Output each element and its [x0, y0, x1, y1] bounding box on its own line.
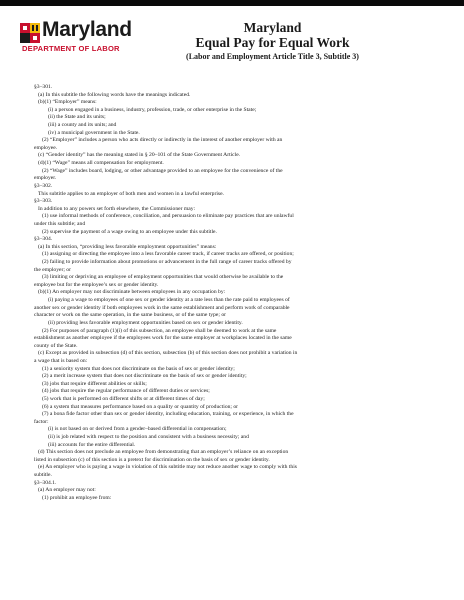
- logo-wordmark: Maryland: [42, 18, 132, 41]
- text-line: This subtitle applies to an employer of both men and women in a lawful enterprise.: [38, 190, 224, 197]
- text-line: (a) In this subtitle the following words have the meanings indicated.: [38, 91, 191, 98]
- text-line: the employer; or: [34, 266, 71, 273]
- text-line: (2) “Wage” includes board, lodging, or other advantage provided to an employee for the convenience of the: [42, 167, 283, 174]
- text-line: (i) a person engaged in a business, industry, profession, trade, or other enterprise in the State;: [48, 106, 257, 113]
- text-line: (1) use informal methods of conference, conciliation, and persuasion to eliminate pay practices that are unlawful: [42, 213, 294, 220]
- document-heading: [150, 20, 395, 63]
- text-line: factor:: [34, 418, 49, 425]
- text-line: (c) “Gender identity” has the meaning stated in § 20–101 of the State Government Article.: [38, 152, 241, 159]
- text-line: (a) In this section, “providing less favorable employment opportunities” means:: [38, 243, 217, 250]
- text-line: (6) a system that measures performance based on a quality or quantity of production; or: [42, 403, 239, 410]
- maryland-flag-icon: [20, 22, 42, 44]
- text-line: (4) jobs that require the regular performance of different duties or services;: [42, 388, 210, 395]
- maryland-department-of-labor-logo: [20, 18, 160, 54]
- text-line: (d) This section does not preclude an employee from demonstrating that an employer’s reliance on an exception: [38, 449, 289, 456]
- text-line: §3–304.1.: [34, 479, 57, 486]
- text-line: another sex or gender identity if both employees work in the same establishment and perform work of comparable: [34, 304, 290, 311]
- text-line: subtitle.: [34, 472, 52, 479]
- text-line: (2) failing to provide information about promotions or advancement in the full range of career tracks offered by: [42, 259, 292, 266]
- text-line: (5) work that is performed on different shifts or at different times of day;: [42, 395, 205, 402]
- text-line: (a) An employer may not:: [38, 487, 96, 494]
- text-line: character or work on the same operation, in the same business, or of the same type; or: [34, 312, 226, 319]
- text-line: (b)(1) An employer may not discriminate between employees in any occupation by:: [38, 289, 226, 296]
- text-line: (2) supervise the payment of a wage owing to an employee under this subtitle.: [42, 228, 217, 235]
- text-line: (i) is not based on or derived from a gender–based differential in compensation;: [48, 426, 227, 433]
- heading-state: Maryland: [243, 20, 302, 35]
- text-line: (iii) accounts for the entire differential.: [48, 441, 136, 448]
- text-line: (ii) providing less favorable employment opportunities based on sex or gender identity.: [48, 319, 243, 326]
- text-line: employee.: [34, 144, 58, 151]
- text-line: In addition to any powers set forth elsewhere, the Commissioner may:: [38, 205, 196, 212]
- text-line: (7) a bona fide factor other than sex or gender identity, including education, training, or experience, in which the: [42, 411, 294, 418]
- text-line: §3–303.: [34, 198, 53, 205]
- text-line: employer.: [34, 175, 57, 182]
- text-line: (3) limiting or depriving an employee of employment opportunities that would otherwise be available to the: [42, 274, 284, 281]
- text-line: (1) a seniority system that does not discriminate on the basis of sex or gender identity;: [42, 365, 235, 372]
- text-line: (1) prohibit an employee from:: [42, 494, 112, 501]
- text-line: (b)(1) “Employer” means:: [38, 99, 97, 106]
- text-line: §3–304.: [34, 236, 53, 243]
- text-line: (1) assigning or directing the employee into a less favorable career track, if career tracks are offered, or position;: [42, 251, 294, 258]
- top-black-bar: [0, 0, 464, 6]
- text-line: §3–302.: [34, 182, 53, 189]
- statute-text: [34, 84, 440, 503]
- text-line: employee but for the employee’s sex or gender identity.: [34, 281, 159, 288]
- heading-citation: (Labor and Employment Article Title 3, Subtitle 3): [186, 52, 359, 61]
- text-line: (ii) is job related with respect to the position and consistent with a business necessity; and: [48, 434, 249, 441]
- text-line: establishment as another employee if the employees work for the same employer at workplaces located in the same: [34, 335, 292, 342]
- text-line: (d)(1) “Wage” means all compensation for employment.: [38, 160, 164, 167]
- text-line: a wage that is based on:: [34, 357, 88, 364]
- text-line: (2) For purposes of paragraph (1)(i) of this subsection, an employee shall be deemed to work at the same: [42, 327, 277, 334]
- text-line: listed in subsection (c) of this section is a pretext for discrimination on the basis of sex or gender identity.: [34, 456, 270, 463]
- logo-department: DEPARTMENT OF LABOR: [22, 44, 120, 53]
- text-line: (e) An employer who is paying a wage in violation of this subtitle may not reduce another wage to comply with this: [38, 464, 297, 471]
- text-line: under this subtitle; and: [34, 220, 86, 227]
- text-line: (2) “Employer” includes a person who acts directly or indirectly in the interest of another employer with an: [42, 137, 283, 144]
- text-line: (iv) a municipal government in the State.: [48, 129, 140, 136]
- heading-title: Equal Pay for Equal Work: [195, 35, 350, 50]
- text-line: §3–301.: [34, 84, 53, 90]
- text-line: (ii) the State and its units;: [48, 114, 106, 121]
- text-line: (3) jobs that require different abilities or skills;: [42, 380, 147, 387]
- text-line: county of the State.: [34, 342, 78, 349]
- text-line: (iii) a county and its units; and: [48, 122, 117, 129]
- text-line: (c) Except as provided in subsection (d) of this section, subsection (b) of this section does not prohibit a variation in: [38, 350, 298, 357]
- text-line: (2) a merit increase system that does not discriminate on the basis of sex or gender identity;: [42, 373, 247, 380]
- text-line: (i) paying a wage to employees of one sex or gender identity at a rate less than the rate paid to employees of: [48, 297, 290, 304]
